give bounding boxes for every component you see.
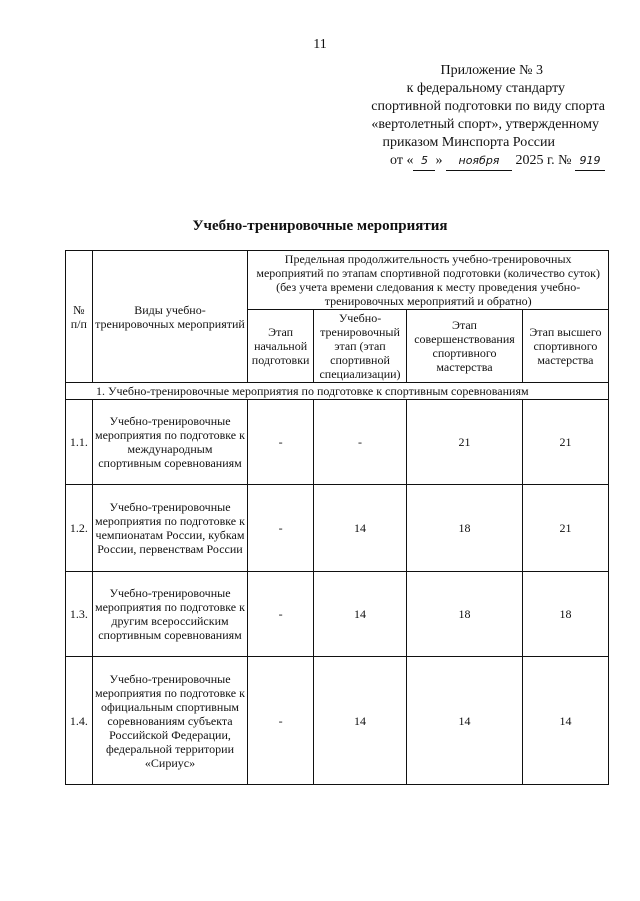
row-stage-1: - (248, 572, 314, 657)
row-stage-2: 14 (313, 572, 406, 657)
header-stage-3: Этап совершенствования спортивного мастерства (407, 310, 523, 383)
row-stage-1: - (248, 400, 314, 485)
appendix-line: «вертолетный спорт», утвержденному (371, 117, 599, 132)
table-row (66, 400, 609, 485)
row-stage-2: 14 (313, 485, 406, 572)
header-duration: Предельная продолжительность учебно-тренировочных мероприятий по этапам спортивной подготовки (количество суток) (без учета времени следования к месту проведения учебно-тренировочных мероприятий и обратно) (248, 251, 609, 310)
row-stage-3: 14 (407, 657, 523, 785)
header-kind: Виды учебно-тренировочных мероприятий (92, 251, 248, 383)
date-mid: » (435, 153, 443, 168)
appendix-header (305, 62, 605, 171)
row-stage-4: 14 (522, 657, 608, 785)
table-row (66, 572, 609, 657)
row-num: 1.3. (66, 572, 93, 657)
row-kind: Учебно-тренировочные мероприятия по подготовке к другим всероссийским спортивным соревнованиям (92, 572, 248, 657)
section-title: 1. Учебно-тренировочные мероприятия по подготовке к спортивным соревнованиям (66, 383, 609, 400)
row-kind: Учебно-тренировочные мероприятия по подготовке к чемпионатам России, кубкам России, первенствам России (92, 485, 248, 572)
row-stage-1: - (248, 485, 314, 572)
appendix-line: спортивной подготовки по виду спорта (371, 99, 605, 114)
row-stage-1: - (248, 657, 314, 785)
row-stage-3: 18 (407, 572, 523, 657)
date-day: 5 (413, 152, 435, 171)
header-num: № п/п (66, 251, 93, 383)
row-stage-3: 18 (407, 485, 523, 572)
date-month: ноября (446, 152, 512, 171)
appendix-line: к федеральному стандарту (406, 81, 565, 96)
row-stage-2: - (313, 400, 406, 485)
row-stage-2: 14 (313, 657, 406, 785)
row-stage-3: 21 (407, 400, 523, 485)
row-stage-4: 18 (522, 572, 608, 657)
table-row (66, 657, 609, 785)
row-stage-4: 21 (522, 400, 608, 485)
row-kind: Учебно-тренировочные мероприятия по подготовке к международным спортивным соревнованиям (92, 400, 248, 485)
row-num: 1.4. (66, 657, 93, 785)
order-number: 919 (575, 152, 605, 171)
appendix-title: Приложение № 3 (440, 63, 543, 78)
table-row (66, 485, 609, 572)
row-num: 1.1. (66, 400, 93, 485)
section-row (66, 383, 609, 400)
page-number: 11 (313, 37, 327, 52)
appendix-line: приказом Минспорта России (382, 135, 555, 150)
events-table (65, 250, 609, 785)
row-num: 1.2. (66, 485, 93, 572)
row-kind: Учебно-тренировочные мероприятия по подготовке к официальным спортивным соревнованиям субъекта Российской Федерации, федеральной территории «Сириус» (92, 657, 248, 785)
row-stage-4: 21 (522, 485, 608, 572)
header-stage-2: Учебно-тренировочный этап (этап спортивной специализации) (313, 310, 406, 383)
header-stage-4: Этап высшего спортивного мастерства (522, 310, 608, 383)
date-year: 2025 г. № (515, 153, 572, 168)
order-date-line (305, 152, 605, 171)
date-prefix: от « (390, 153, 414, 168)
document-title: Учебно-тренировочные мероприятия (192, 218, 448, 234)
header-row (66, 251, 609, 310)
header-stage-1: Этап начальной подготовки (248, 310, 314, 383)
